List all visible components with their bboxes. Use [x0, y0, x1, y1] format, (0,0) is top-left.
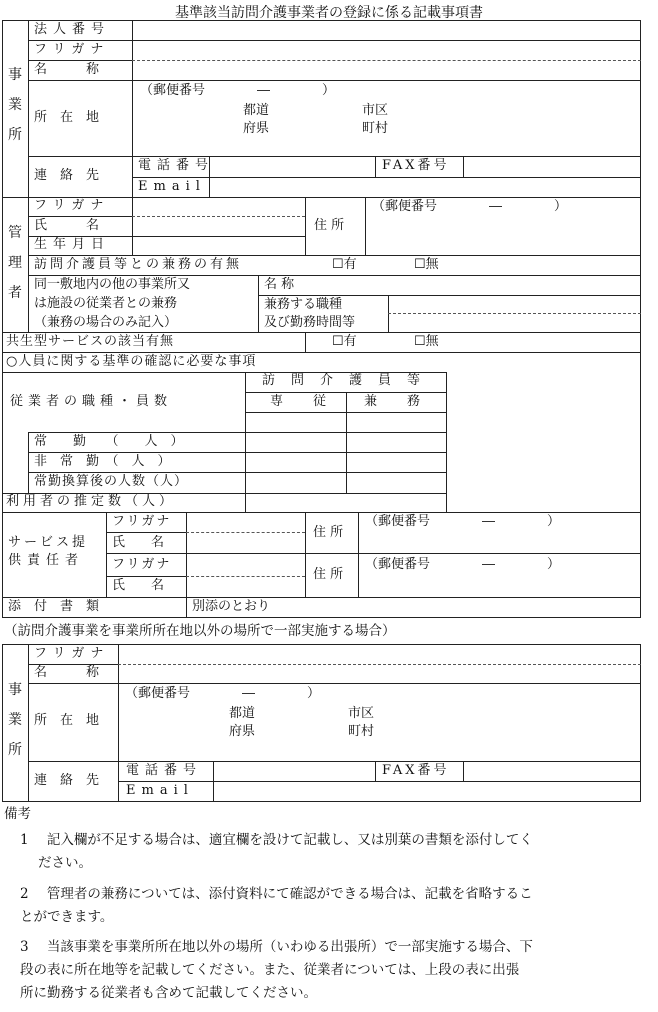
office-contact-label: 連 絡 先 [34, 168, 100, 183]
office-shiku-1: 市区 [362, 103, 389, 118]
branch-address-label: 所 在 地 [34, 713, 100, 728]
kyosei-no-label: 無 [425, 334, 439, 349]
office-furigana-field[interactable] [134, 41, 639, 59]
users-estimate-field[interactable] [247, 494, 445, 511]
office-name-label: 名 称 [34, 62, 100, 77]
branch-furigana-label: フリガナ [34, 646, 110, 661]
manager-postal[interactable]: （郵便番号 ― ） [372, 199, 568, 214]
attach-label: 添 付 書 類 [8, 599, 100, 614]
note-3-number: 3 [20, 939, 29, 955]
branch-furigana-field[interactable] [120, 645, 639, 663]
office-side-label: 事業所 [8, 67, 22, 143]
manager-concurrent-no[interactable]: ☐無 [414, 257, 439, 272]
office-address-label: 所 在 地 [34, 110, 100, 125]
staff-fte-full-field[interactable] [247, 473, 345, 491]
service-2-name-label: 氏 名 [112, 578, 165, 593]
staff-full-header: 専従 [270, 394, 357, 409]
office-phone-field[interactable] [211, 157, 374, 176]
note-2-line-1: 管理者の兼務については、添付資料にて確認ができる場合は、記載を省略するこ [46, 886, 533, 902]
manager-furigana-label: フリガナ [34, 198, 110, 213]
branch-phone-field[interactable] [215, 762, 374, 780]
office-furigana-label: フリガナ [34, 42, 110, 57]
note-1 [20, 829, 658, 875]
branch-postal[interactable]: （郵便番号 ― ） [125, 686, 321, 701]
users-estimate-label: 利用者の推定数（人） [6, 494, 177, 509]
service-label-1: サービス提 [8, 535, 89, 550]
office-postal[interactable]: （郵便番号 ― ） [140, 83, 336, 98]
staff-fte-label: 常勤換算後の人数（人） [34, 474, 189, 489]
manager-side-label: 管理者 [8, 225, 22, 301]
service-2-furigana-label: フリガナ [112, 557, 172, 572]
branch-fax-label: FAX番号 [382, 763, 450, 778]
staff-role-label: 従業者の職種・員数 [10, 394, 173, 409]
manager-other-label-1: 同一敷地内の他の事業所又 [34, 277, 191, 292]
staff-fulltime-concurrent-field[interactable] [348, 433, 445, 451]
branch-email-label: Email [126, 783, 194, 798]
manager-concurrent-question: 訪問介護員等との兼務の有無 [34, 257, 243, 272]
staff-fulltime-label: 常 勤 （ 人 ） [34, 434, 184, 449]
staff-fulltime-full-field[interactable] [247, 433, 345, 451]
staff-parttime-label: 非 常 勤 （ 人 ） [34, 454, 171, 469]
branch-shiku-1: 市区 [348, 706, 375, 721]
service-1-postal[interactable]: （郵便番号 ― ） [365, 514, 561, 529]
notes-heading: 備考 [4, 806, 31, 822]
branch-heading: （訪問介護事業を事業所所在地以外の場所で一部実施する場合） [4, 623, 396, 639]
office-shiku-2: 町村 [362, 121, 389, 136]
corp-number-field[interactable] [134, 21, 639, 39]
branch-name-field[interactable] [120, 665, 639, 682]
service-1-name-field[interactable] [188, 533, 304, 552]
branch-name-label: 名 称 [34, 665, 100, 680]
staff-helper-header: 訪問介護員等 [262, 373, 437, 388]
manager-name-label: 氏 名 [34, 218, 100, 233]
service-2-name-field[interactable] [188, 577, 304, 596]
office-fax-label: FAX番号 [382, 158, 450, 173]
manager-other-label-3: （兼務の場合のみ記入） [34, 315, 178, 330]
office-todofuken-1: 都道 [243, 103, 270, 118]
kyosei-no[interactable]: ☐無 [414, 334, 439, 349]
service-1-address-label: 住 所 [313, 525, 344, 540]
note-2-line-2: とができます。 [20, 909, 114, 925]
staff-fte-concurrent-field[interactable] [348, 473, 445, 491]
attach-value: 別添のとおり [192, 599, 271, 614]
note-3-line-3: 所に勤務する従業者も含めて記載してください。 [20, 985, 317, 1001]
manager-name-field[interactable] [134, 217, 304, 235]
corp-number-label: 法人番号 [34, 22, 111, 37]
manager-other-name-field[interactable] [320, 276, 640, 294]
service-2-postal[interactable]: （郵便番号 ― ） [365, 557, 561, 572]
branch-side-label: 事業所 [8, 682, 22, 758]
branch-todofuken-1: 都道 [229, 706, 256, 721]
manager-birth-label: 生年月日 [34, 237, 111, 252]
branch-todofuken-2: 府県 [229, 724, 256, 739]
document-title: 基準該当訪問介護事業者の登録に係る記載事項書 [175, 5, 483, 21]
staff-parttime-full-field[interactable] [247, 453, 345, 471]
branch-email-field[interactable] [215, 782, 640, 801]
branch-shiku-2: 町村 [348, 724, 375, 739]
manager-other-name-label: 名 称 [264, 277, 295, 292]
manager-duty-field[interactable] [390, 296, 640, 331]
office-phone-label: 電話番号 [138, 158, 215, 173]
branch-fax-field[interactable] [465, 762, 640, 780]
note-3-line-1: 当該事業を事業所所在地以外の場所（いわゆる出張所）で一部実施する場合、下 [46, 939, 533, 955]
note-2 [20, 883, 658, 929]
note-2-number: 2 [20, 886, 29, 902]
manager-duty-label-1: 兼務する職種 [264, 297, 343, 312]
kyosei-yes-label: 有 [343, 334, 357, 349]
manager-address-label: 住 所 [314, 218, 345, 233]
office-name-field[interactable] [134, 61, 639, 79]
manager-duty-label-2: 及び勤務時間等 [264, 315, 356, 330]
service-2-address-label: 住 所 [313, 567, 344, 582]
office-email-field[interactable] [211, 178, 640, 196]
staff-concurrent-header: 兼務 [364, 394, 451, 409]
manager-furigana-field[interactable] [134, 198, 304, 215]
branch-phone-label: 電話番号 [126, 763, 203, 778]
office-fax-field[interactable] [465, 157, 640, 176]
staff-parttime-concurrent-field[interactable] [348, 453, 445, 471]
note-1-line-1: 記入欄が不足する場合は、適宜欄を設けて記載し、又は別葉の書類を添付してく [46, 832, 533, 848]
note-1-line-2: ださい。 [38, 855, 92, 871]
manager-concurrent-yes-label: 有 [343, 257, 357, 272]
note-3 [20, 936, 658, 1005]
service-1-furigana-field[interactable] [188, 513, 304, 531]
note-1-number: 1 [20, 832, 29, 848]
kyosei-label: 共生型サービスの該当有無 [6, 334, 175, 349]
service-1-furigana-label: フリガナ [112, 514, 172, 529]
office-email-label: Email [138, 179, 206, 194]
note-3-line-2: 段の表に所在地等を記載してください。また、従業者については、上段の表に出張 [20, 962, 520, 978]
manager-concurrent-no-label: 無 [425, 257, 439, 272]
service-1-name-label: 氏 名 [112, 535, 165, 550]
staff-heading: ○人員に関する基準の確認に必要な事項 [6, 354, 257, 369]
manager-other-label-2: は施設の従業者との兼務 [34, 296, 178, 311]
manager-birth-field[interactable] [134, 237, 304, 254]
service-2-furigana-field[interactable] [188, 554, 304, 575]
manager-concurrent-yes[interactable]: ☐有 [332, 257, 357, 272]
kyosei-yes[interactable]: ☐有 [332, 334, 357, 349]
service-label-2: 供責任者 [8, 553, 85, 568]
office-todofuken-2: 府県 [243, 121, 270, 136]
branch-contact-label: 連 絡 先 [34, 773, 100, 788]
